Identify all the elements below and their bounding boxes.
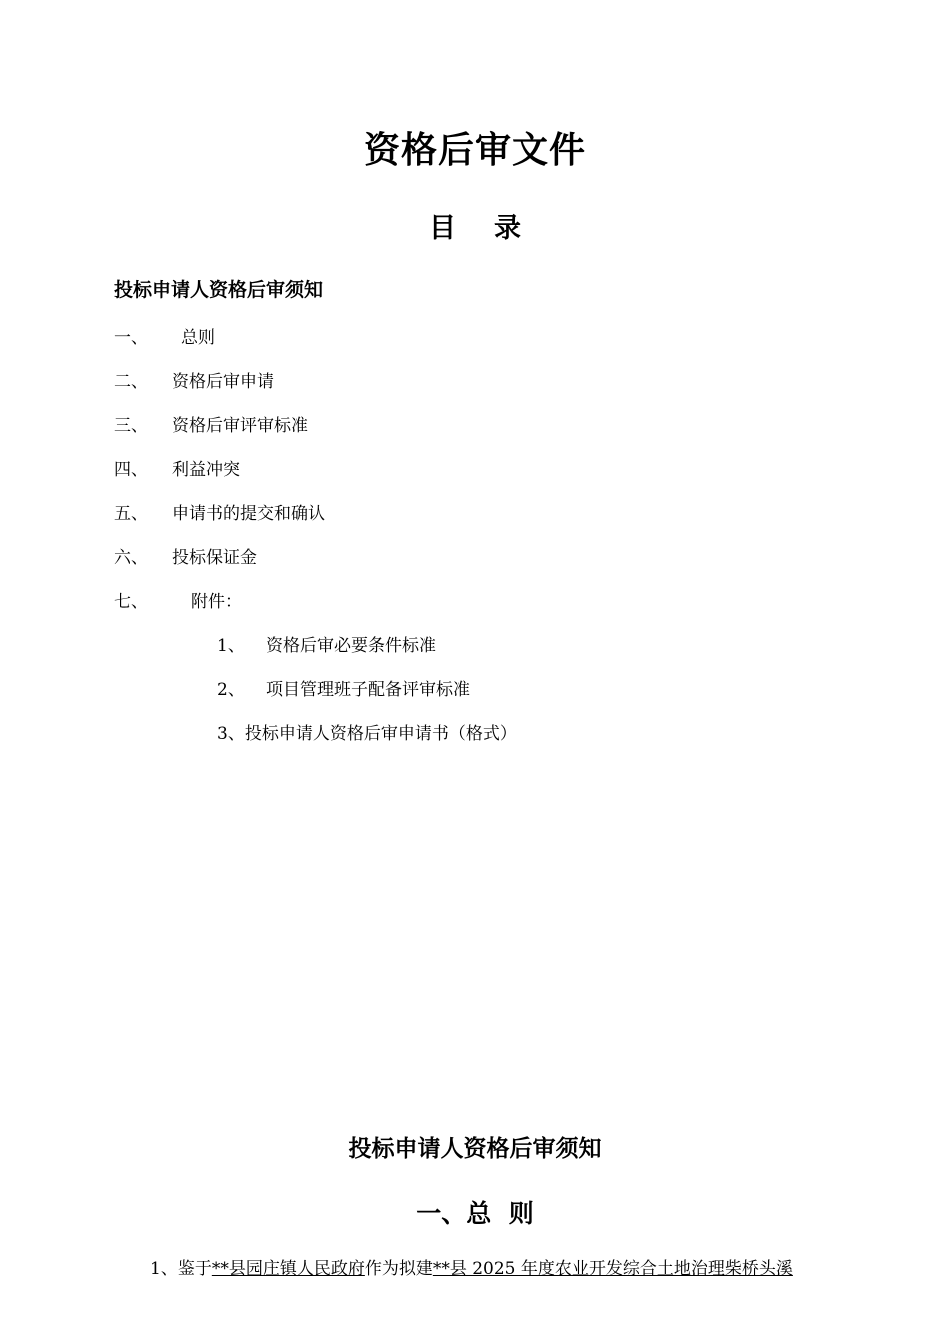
toc-item-label: 申请书的提交和确认 (172, 504, 325, 524)
toc-subitem-label: 项目管理班子配备评审标准 (266, 680, 470, 700)
toc-subitem-label: 资格后审必要条件标准 (266, 636, 436, 656)
body-paragraph (150, 1254, 793, 1279)
toc-item (114, 323, 215, 348)
toc-item-label: 利益冲突 (172, 460, 240, 480)
toc-item-label: 总则 (181, 328, 215, 348)
toc-item (114, 543, 257, 568)
toc-subitem (217, 675, 470, 700)
toc-item-number: 二、 (114, 372, 148, 392)
toc-title-left: 目 (429, 213, 456, 244)
toc-title-right: 录 (494, 213, 521, 244)
toc-item-number: 七、 (114, 592, 148, 612)
toc-item (114, 499, 325, 524)
document-title: 资格后审文件 (363, 130, 586, 171)
toc-subitem: 3、投标申请人资格后审申请书（格式） (217, 724, 517, 744)
toc-title (0, 206, 950, 245)
toc-item-label: 投标保证金 (172, 548, 257, 568)
paragraph-underlined-entity: **县园庄镇人民政府 (211, 1259, 365, 1279)
paragraph-prefix: 1、鉴于 (150, 1259, 212, 1279)
paragraph-middle: 作为拟建 (364, 1259, 433, 1279)
toc-item-number: 三、 (114, 416, 148, 436)
toc-item (114, 367, 274, 392)
toc-item-label: 资格后审申请 (172, 372, 274, 392)
chapter-title: 一、总 则 (416, 1199, 534, 1228)
toc-item (114, 411, 308, 436)
toc-item (114, 587, 242, 612)
section-title: 投标申请人资格后审须知 (348, 1136, 602, 1162)
toc-item-number: 五、 (114, 504, 148, 524)
toc-subitem-number: 2、 (217, 680, 245, 700)
paragraph-underlined-project: **县 2025 年度农业开发综合土地治理柴桥头溪 (432, 1259, 793, 1279)
toc-subitem (217, 631, 436, 656)
toc-item-label: 附件： (191, 592, 242, 612)
toc-subitem-number: 1、 (217, 636, 245, 656)
toc-item-number: 四、 (114, 460, 148, 480)
toc-heading: 投标申请人资格后审须知 (114, 279, 324, 301)
toc-item-number: 一、 (114, 328, 148, 348)
toc-item-label: 资格后审评审标准 (172, 416, 308, 436)
toc-item-number: 六、 (114, 548, 148, 568)
toc-item (114, 455, 240, 480)
